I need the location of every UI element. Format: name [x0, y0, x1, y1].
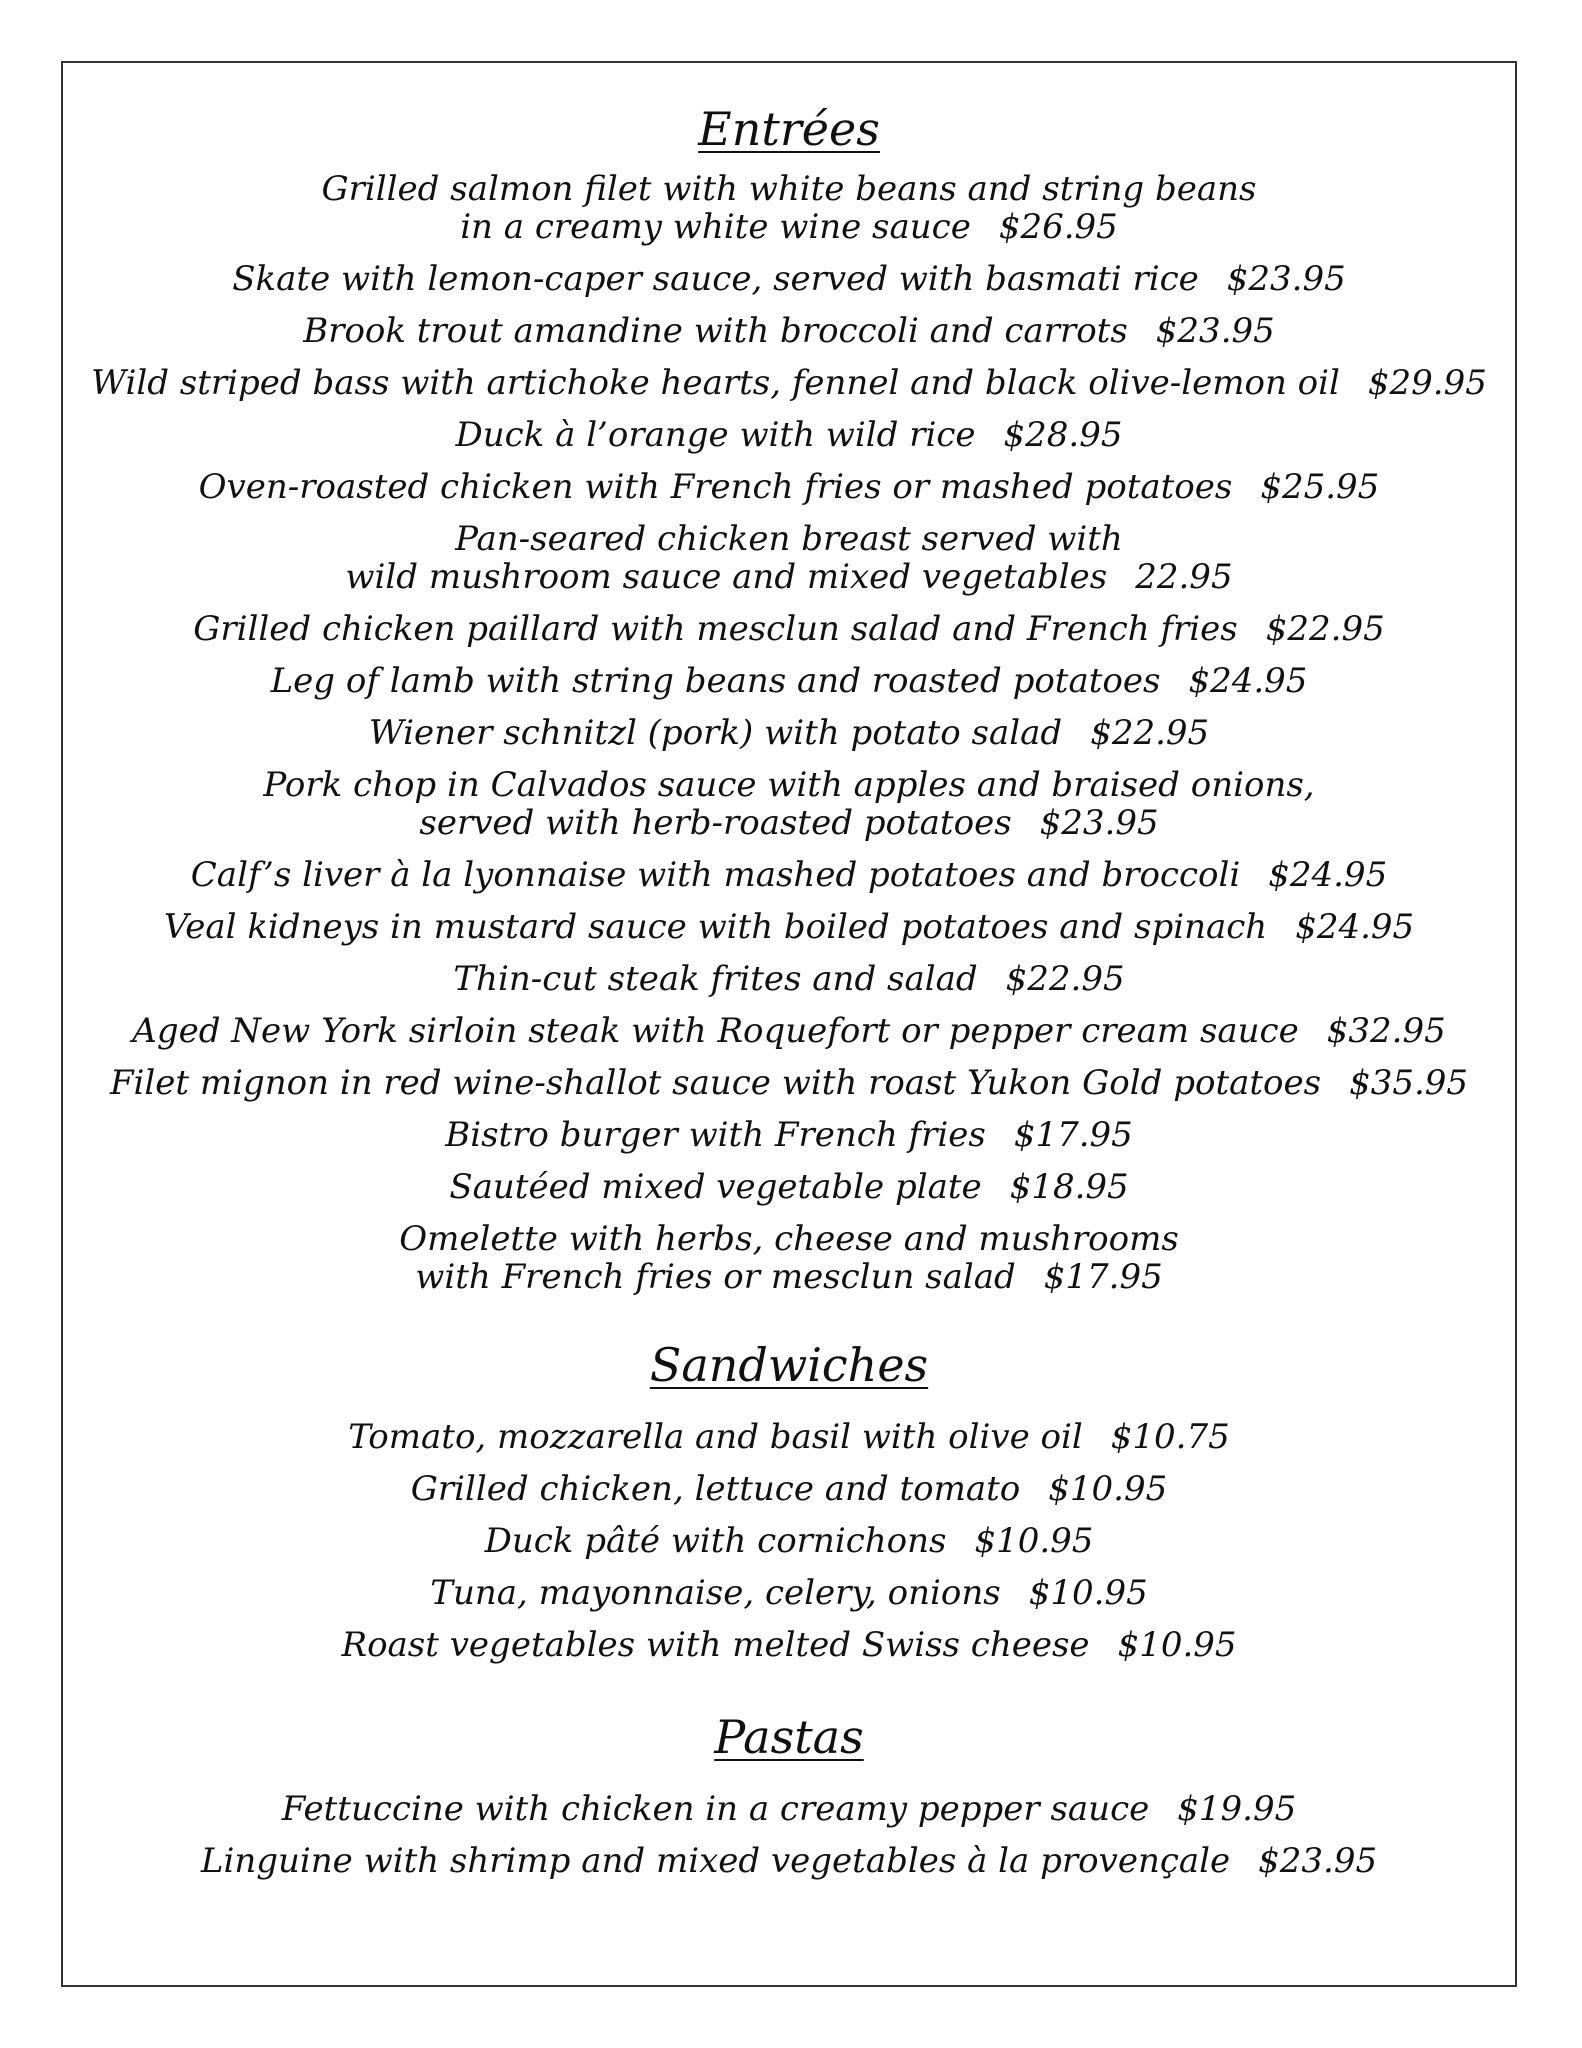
menu-item-text: Leg of lamb with string beans and roasted potatoes [270, 661, 1161, 701]
menu-item-text: Oven-roasted chicken with French fries or mashed potatoes [198, 467, 1233, 507]
menu-item [61, 163, 1517, 253]
menu-item-price: $22.95 [1005, 959, 1125, 999]
menu-item-price: $17.95 [1013, 1115, 1133, 1155]
menu-item [61, 707, 1517, 759]
sandwiches-section [61, 1339, 1517, 1671]
menu-item-description [61, 1005, 1517, 1057]
menu-item-price: $25.95 [1260, 467, 1380, 507]
menu-item [61, 1213, 1517, 1303]
menu-item-description: Omelette with herbs, cheese and mushrooms [399, 1219, 1179, 1259]
menu-item [61, 603, 1517, 655]
menu-item-text: Duck à l’orange with wild rice [455, 415, 976, 455]
menu-item [61, 1515, 1517, 1567]
menu-item-description [61, 208, 1517, 246]
menu-item [61, 1161, 1517, 1213]
menu-item-text: in a creamy white wine sauce [460, 207, 971, 247]
menu-item-price: $35.95 [1349, 1063, 1469, 1103]
menu-item [61, 759, 1517, 849]
menu-item-text: Grilled chicken, lettuce and tomato [410, 1469, 1021, 1509]
section-heading-entrees: Entrées [698, 102, 880, 156]
menu-item-text: Thin-cut steak frites and salad [453, 959, 978, 999]
menu-item-text: Wild striped bass with artichoke hearts, fennel and black olive-lemon oil [91, 363, 1340, 403]
section-heading-pastas: Pastas [714, 1710, 864, 1764]
menu-item-price: $17.95 [1043, 1257, 1163, 1297]
menu-item [61, 253, 1517, 305]
menu-item-text: Veal kidneys in mustard sauce with boiled potatoes and spinach [163, 907, 1268, 947]
menu-item-description: Pork chop in Calvados sauce with apples and braised onions, [263, 765, 1315, 805]
entrees-section [61, 61, 1517, 1303]
menu-item-description: Pan-seared chicken breast served with [455, 519, 1123, 559]
menu-item-text: served with herb-roasted potatoes [419, 803, 1012, 843]
menu-item-price: $23.95 [1039, 803, 1159, 843]
menu-item-description [61, 1619, 1517, 1671]
menu-item [61, 357, 1517, 409]
menu-item-description [61, 849, 1517, 901]
menu-item-text: Grilled chicken paillard with mesclun salad and French fries [193, 609, 1238, 649]
menu-item-description [61, 1057, 1517, 1109]
menu-item-text: Bistro burger with French fries [445, 1115, 986, 1155]
menu-item-price: $22.95 [1265, 609, 1385, 649]
menu-item [61, 513, 1517, 603]
menu-item-text: Skate with lemon-caper sauce, served with basmati rice [232, 259, 1199, 299]
section-heading-sandwiches: Sandwiches [649, 1338, 929, 1392]
menu-item [61, 305, 1517, 357]
menu-item-price: $10.95 [1117, 1625, 1237, 1665]
menu-item [61, 409, 1517, 461]
menu-item-text: Sautéed mixed vegetable plate [449, 1167, 982, 1207]
menu-item-price: $23.95 [1258, 1841, 1378, 1881]
menu-item-price: $10.95 [1048, 1469, 1168, 1509]
pastas-section [61, 1711, 1517, 1887]
menu-item-price: $18.95 [1009, 1167, 1129, 1207]
menu-item-description [61, 253, 1517, 305]
menu-item-description [61, 1567, 1517, 1619]
menu-item-description [61, 603, 1517, 655]
menu-item-price: $10.95 [1028, 1573, 1148, 1613]
menu-item-description [61, 409, 1517, 461]
menu-item [61, 655, 1517, 707]
menu-item-price: $10.75 [1110, 1417, 1230, 1457]
menu-item-price: $23.95 [1155, 311, 1275, 351]
menu-item-text: with French fries or mesclun salad [415, 1257, 1016, 1297]
menu-item-description [61, 1411, 1517, 1463]
menu-item-text: wild mushroom sauce and mixed vegetables [345, 557, 1108, 597]
menu-item [61, 953, 1517, 1005]
menu-item-text: Linguine with shrimp and mixed vegetables à la provençale [200, 1841, 1231, 1881]
menu-item-price: $19.95 [1177, 1789, 1297, 1829]
menu-item-description [61, 901, 1517, 953]
menu-item-price: $29.95 [1367, 363, 1487, 403]
menu-item [61, 1411, 1517, 1463]
menu-item-price: $23.95 [1226, 259, 1346, 299]
menu-item-price: $24.95 [1188, 661, 1308, 701]
menu-item-price: $28.95 [1003, 415, 1123, 455]
menu-item-description [61, 1463, 1517, 1515]
menu-item-description: Grilled salmon filet with white beans and string beans [321, 169, 1257, 209]
menu-item-text: Fettuccine with chicken in a creamy pepper sauce [281, 1789, 1150, 1829]
menu-item-description [61, 804, 1517, 842]
menu-item-description [61, 357, 1517, 409]
menu-item-text: Tuna, mayonnaise, celery, onions [430, 1573, 1001, 1613]
menu-item-price: 22.95 [1135, 557, 1233, 597]
menu-item-price: $32.95 [1326, 1011, 1446, 1051]
menu-item-text: Tomato, mozzarella and basil with olive oil [348, 1417, 1083, 1457]
menu-item-text: Brook trout amandine with broccoli and carrots [303, 311, 1128, 351]
menu-item-text: Duck pâté with cornichons [484, 1521, 947, 1561]
menu-item-price: $22.95 [1090, 713, 1210, 753]
menu-item-description [61, 461, 1517, 513]
menu-item [61, 1463, 1517, 1515]
menu-item-description [61, 558, 1517, 596]
menu-item-description [61, 1515, 1517, 1567]
menu-item-text: Aged New York sirloin steak with Roquefort or pepper cream sauce [132, 1011, 1299, 1051]
menu-item-price: $10.95 [974, 1521, 1094, 1561]
menu-item-description [61, 953, 1517, 1005]
menu-item-description [61, 305, 1517, 357]
menu-item [61, 901, 1517, 953]
menu-item [61, 1005, 1517, 1057]
menu-item-text: Roast vegetables with melted Swiss cheese [341, 1625, 1090, 1665]
menu-item-text: Calf’s liver à la lyonnaise with mashed potatoes and broccoli [190, 855, 1241, 895]
menu-item-description [61, 1109, 1517, 1161]
menu-item [61, 1109, 1517, 1161]
menu-item [61, 1835, 1517, 1887]
menu-item [61, 1783, 1517, 1835]
menu-item-description [61, 1835, 1517, 1887]
entrees-list [61, 163, 1517, 1303]
menu-item-description [61, 655, 1517, 707]
menu-item-description [61, 1783, 1517, 1835]
sandwiches-list [61, 1411, 1517, 1671]
menu-item-description [61, 707, 1517, 759]
menu-item [61, 1619, 1517, 1671]
menu-item-description [61, 1161, 1517, 1213]
menu-item-text: Wiener schnitzl (pork) with potato salad [368, 713, 1063, 753]
menu-item-text: Filet mignon in red wine-shallot sauce with roast Yukon Gold potatoes [109, 1063, 1322, 1103]
menu-item-description [61, 1258, 1517, 1296]
menu-item [61, 1567, 1517, 1619]
menu-item [61, 849, 1517, 901]
menu-item [61, 461, 1517, 513]
menu-page [61, 61, 1517, 1887]
pastas-list [61, 1783, 1517, 1887]
menu-item [61, 1057, 1517, 1109]
menu-item-price: $24.95 [1295, 907, 1415, 947]
menu-item-price: $24.95 [1268, 855, 1388, 895]
menu-item-price: $26.95 [998, 207, 1118, 247]
